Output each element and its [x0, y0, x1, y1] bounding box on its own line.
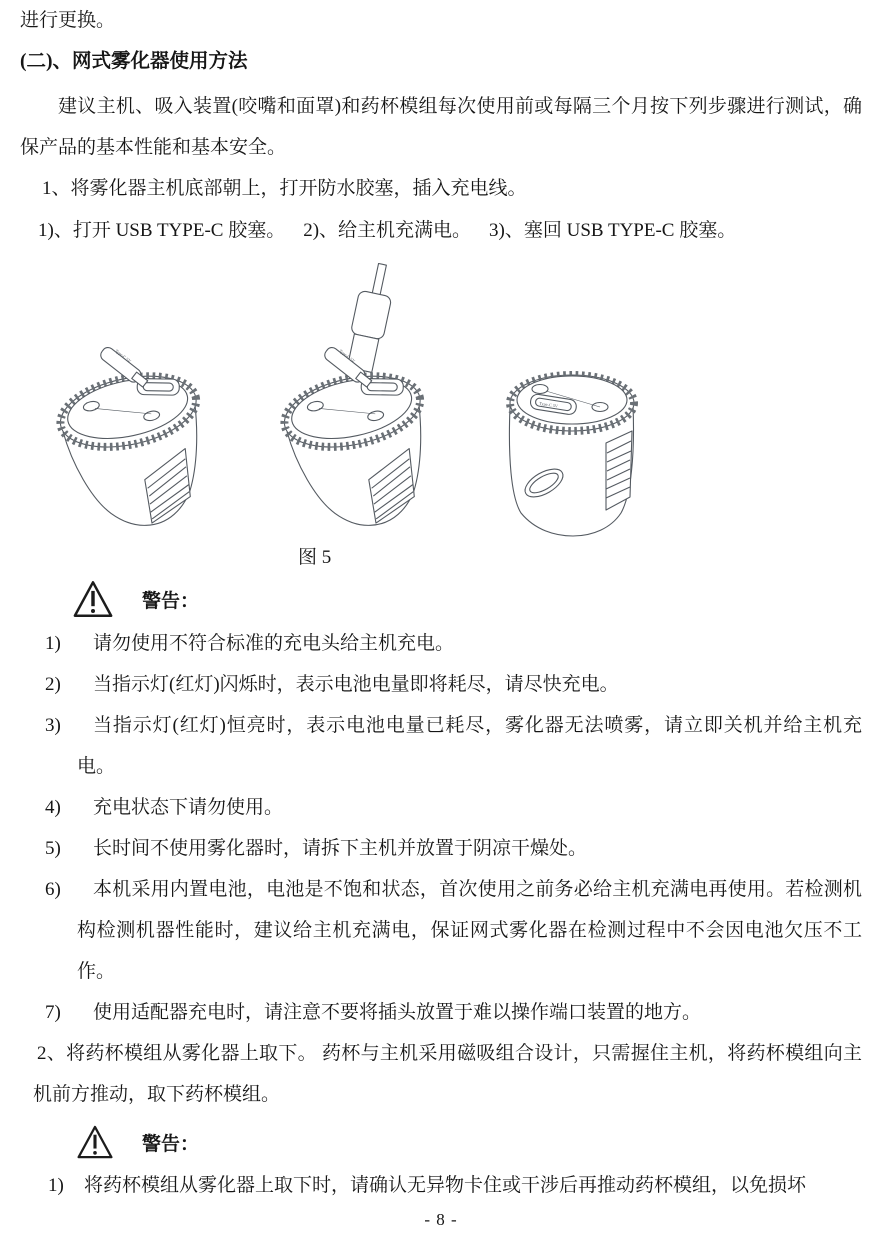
warning-item-7	[20, 992, 862, 1033]
item-marker: 1)	[45, 633, 61, 654]
warning-label-2: 警告：	[142, 1133, 200, 1155]
substep-3: 3)、塞回 USB TYPE-C 胶塞。	[489, 220, 737, 241]
device-closed-flap-illustration	[498, 347, 648, 543]
item-marker: 6)	[45, 879, 61, 900]
figure-caption: 图 5	[298, 547, 332, 568]
substep-2: 2)、给主机充满电。	[303, 220, 472, 241]
item-text: 将药杯模组从雾化器上取下时，请确认无异物卡住或干涉后再推动药杯模组，以免损坏	[84, 1175, 807, 1196]
page-number: - 8 -	[424, 1210, 458, 1229]
warning-header-2	[76, 1121, 862, 1163]
previous-paragraph-tail: 进行更换。	[20, 10, 116, 31]
warning-item-5	[20, 828, 862, 869]
step-2-text: 2、将药杯模组从雾化器上取下。 药杯与主机采用磁吸组合设计，只需握住主机，将药杯模组向主机前方推动，取下药杯模组。	[33, 1043, 862, 1105]
warning-list-1	[20, 623, 862, 1033]
device-charging-illustration	[262, 263, 462, 545]
item-marker: 3)	[45, 715, 61, 736]
intro-paragraph: 建议主机、吸入装置(咬嘴和面罩)和药杯模组每次使用前或每隔三个月按下列步骤进行测试，确保产品的基本性能和基本安全。	[20, 96, 862, 158]
item-text: 请勿使用不符合标准的充电头给主机充电。	[93, 633, 455, 654]
item-text: 本机采用内置电池，电池是不饱和状态，首次使用之前务必给主机充满电再使用。若检测机构检测机器性能时，建议给主机充满电，保证网式雾化器在检测过程中不会因电池欠压不工作。	[77, 879, 862, 982]
section-heading: (二)、网式雾化器使用方法	[20, 51, 248, 72]
warning-triangle-icon	[72, 579, 114, 620]
warning-item-1	[20, 623, 862, 664]
warning-item-1	[20, 1165, 862, 1206]
warning-item-4	[20, 787, 862, 828]
warning-header-1	[72, 577, 862, 621]
substep-1: 1)、打开 USB TYPE-C 胶塞。	[38, 220, 286, 241]
item-text: 当指示灯(红灯)闪烁时，表示电池电量即将耗尽，请尽快充电。	[93, 674, 619, 695]
warning-item-3	[20, 705, 862, 787]
item-text: 当指示灯(红灯)恒亮时，表示电池电量已耗尽，雾化器无法喷雾，请立即关机并给主机充电。	[77, 715, 862, 777]
step-1-text: 1、将雾化器主机底部朝上，打开防水胶塞，插入充电线。	[42, 178, 527, 199]
item-marker: 7)	[45, 1002, 61, 1023]
warning-item-2	[20, 664, 862, 705]
item-marker: 2)	[45, 674, 61, 695]
warning-label-1: 警告：	[142, 590, 200, 612]
item-marker: 4)	[45, 797, 61, 818]
item-marker: 5)	[45, 838, 61, 859]
item-marker: 1)	[48, 1175, 64, 1196]
item-text: 使用适配器充电时，请注意不要将插头放置于难以操作端口装置的地方。	[93, 1002, 702, 1023]
warning-triangle-icon	[76, 1124, 114, 1161]
warning-item-6	[20, 869, 862, 992]
item-text: 充电状态下请勿使用。	[93, 797, 284, 818]
device-open-flap-illustration	[48, 319, 223, 545]
figure-5-illustration	[20, 257, 862, 545]
item-text: 长时间不使用雾化器时，请拆下主机并放置于阴凉干燥处。	[93, 838, 588, 859]
substeps-line	[20, 209, 862, 253]
warning-list-2	[20, 1165, 862, 1206]
